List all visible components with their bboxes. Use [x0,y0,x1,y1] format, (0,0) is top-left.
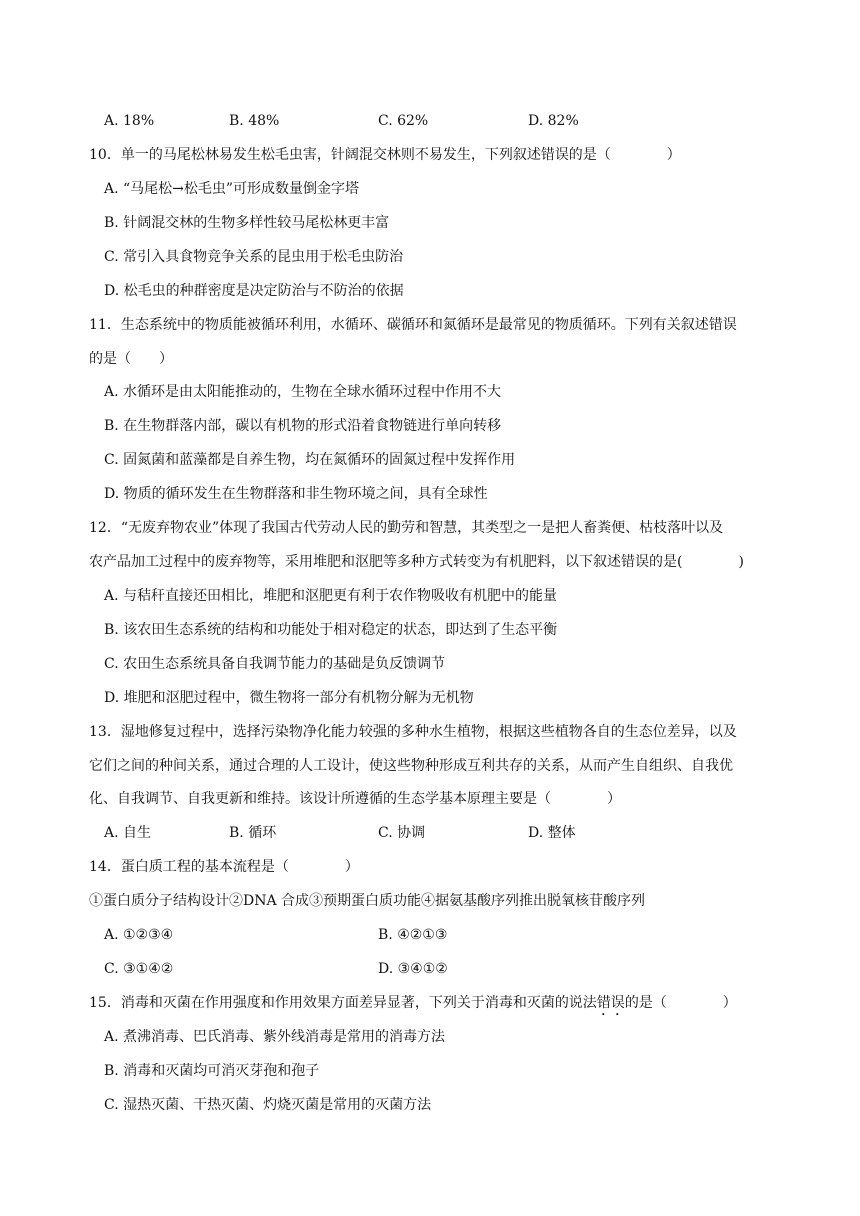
q15-option-a: A. 煮沸消毒、巴氏消毒、紫外线消毒是常用的消毒方法 [104,1029,446,1045]
q13-option-b: B. 循环 [229,825,277,841]
q12-option-a: A. 与秸秆直接还田相比，堆肥和沤肥更有利于农作物吸收有机肥中的能量 [104,588,558,604]
q15-option-c: C. 湿热灭菌、干热灭菌、灼烧灭菌是常用的灭菌方法 [104,1097,432,1113]
q9-option-c: C. 62% [378,113,429,129]
q12-option-c: C. 农田生态系统具备自我调节能力的基础是负反馈调节 [104,656,446,672]
q14-option-b: B. ④②①③ [378,927,448,943]
q15-stem-post: 的是（ ） [624,995,737,1011]
q15-stem [89,993,737,1013]
q13-stem-line2: 它们之间的种间关系，通过合理的人工设计，使这些物种形成互利共存的关系，从而产生自组织、自我优 [89,758,733,774]
q10-option-b: B. 针阔混交林的生物多样性较马尾松林更丰富 [104,215,390,231]
q13-stem-line1: 13．湿地修复过程中，选择污染物净化能力较强的多种水生植物，根据这些植物各自的生态位差异，以及 [89,724,737,740]
q11-option-a: A. 水循环是由太阳能推动的，生物在全球水循环过程中作用不大 [104,384,502,400]
q13-option-a: A. 自生 [104,825,152,841]
q12-option-d: D. 堆肥和沤肥过程中，微生物将一部分有机物分解为无机物 [104,690,474,706]
q9-option-d: D. 82% [528,113,579,129]
q15-stem-pre: 15．消毒和灭菌在作用强度和作用效果方面差异显著，下列关于消毒和灭菌的说法 [89,995,597,1011]
q10-option-d: D. 松毛虫的种群密度是决定防治与不防治的依据 [104,283,404,299]
q10-stem: 10．单一的马尾松林易发生松毛虫害，针阔混交林则不易发生，下列叙述错误的是（ ） [89,147,681,163]
q9-option-a: A. 18% [104,113,155,129]
q14-option-d: D. ③④①② [378,961,448,977]
q14-items: ①蛋白质分子结构设计②DNA 合成③预期蛋白质功能④据氨基酸序列推出脱氧核苷酸序列 [89,893,646,909]
q14-option-c: C. ③①④② [104,961,174,977]
q11-option-d: D. 物质的循环发生在生物群落和非生物环境之间，具有全球性 [104,486,488,502]
q11-stem-line1: 11．生态系统中的物质能被循环利用，水循环、碳循环和氮循环是最常见的物质循环。下列有关叙述错误 [89,317,737,333]
q12-stem-line2: 农产品加工过程中的废弃物等，采用堆肥和沤肥等多种方式转变为有机肥料，以下叙述错误的是( ) [89,554,744,570]
q14-stem: 14．蛋白质工程的基本流程是（ ） [89,859,359,875]
q9-option-b: B. 48% [229,113,280,129]
q11-option-c: C. 固氮菌和蓝藻都是自养生物，均在氮循环的固氮过程中发挥作用 [104,452,516,468]
q13-stem-line3: 化、自我调节、自我更新和维持。该设计所遵循的生态学基本原理主要是（ ） [89,791,621,807]
q11-stem-line2: 的是（ ） [89,351,173,367]
q15-option-b: B. 消毒和灭菌均可消灭芽孢和孢子 [104,1063,320,1079]
q14-option-a: A. ①②③④ [104,927,174,943]
q13-option-c: C. 协调 [378,825,426,841]
q13-option-d: D. 整体 [528,825,576,841]
q15-stem-emphasis: 错误 [596,995,625,1011]
q10-option-a: A. “马尾松→松毛虫”可形成数量倒金字塔 [104,181,360,197]
q11-option-b: B. 在生物群落内部，碳以有机物的形式沿着食物链进行单向转移 [104,418,502,434]
q12-stem-line1: 12．“无废弃物农业”体现了我国古代劳动人民的勤劳和智慧，其类型之一是把人畜粪便、枯枝落叶以及 [89,520,724,536]
q12-option-b: B. 该农田生态系统的结构和功能处于相对稳定的状态，即达到了生态平衡 [104,622,558,638]
q10-option-c: C. 常引入具食物竞争关系的昆虫用于松毛虫防治 [104,249,404,265]
